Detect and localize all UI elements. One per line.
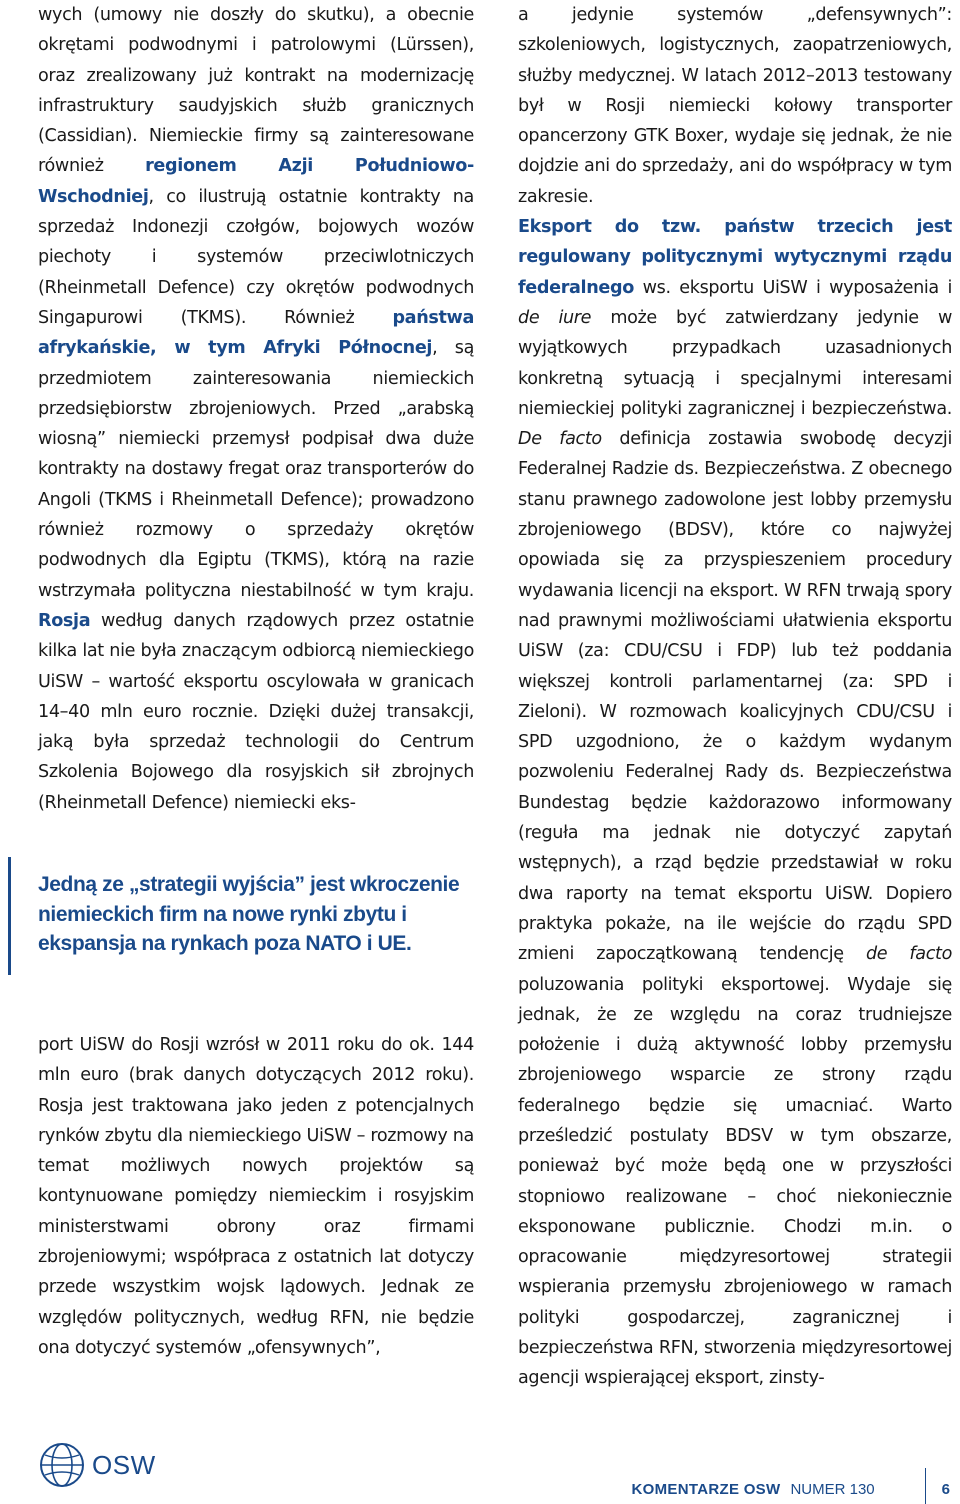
- paragraph-left-top: [38, 0, 474, 818]
- issue-number: NUMER 130: [790, 1481, 875, 1498]
- logo-text: OSW: [92, 1449, 156, 1480]
- footer-logo: [38, 1440, 156, 1490]
- left-column-bottom: [38, 1030, 474, 1363]
- italic-phrase: De facto: [518, 429, 602, 450]
- text-run: , są przedmiotem zainteresowania niemieckich przedsiębiorstw zbrojeniowych. Przed „arabską wiosną” niemiecki przemysł podpisał dwa duże kontrakty na dostawy fregat oraz transporterów do Angoli (TKMS i Rheinmetall Defence); prowadzono również rozmowy o sprzedaży okrętów podwodnych dla Egiptu (TKMS), którą na razie wstrzymała polityczna niestabilność w tym kraju.: [38, 338, 474, 601]
- text-run: poluzowania polityki eksportowej. Wydaje się jednak, że ze względu na coraz trudniejsze położenie i dużą aktywność lobby przemysłu zbrojeniowego wsparcie ze strony rządu federalnego będzie się umacniać. Warto prześledzić postulaty BDSV w tym obszarze, ponieważ być może będą one w przyszłości stopniowo realizowane – choć niekoniecznie eksponowane publicznie. Chodzi m.in. o opracowanie międzyresortowej strategii wspierania przemysłu zbrojeniowego w ramach polityki gospodarczej, zagranicznej i bezpieczeństwa RFN, stworzenia międzyresortowej agencji wspierającej eksport, zinsty-: [518, 974, 952, 1389]
- series-name: KOMENTARZE OSW: [631, 1481, 781, 1498]
- paragraph-right-2: [518, 212, 952, 1394]
- text-run: , co ilustrują ostatnie kontrakty na sprzedaż Indonezji czołgów, bojowych wozów piechoty i systemów przeciwlotniczych (Rheinmetall Defence) czy okrętów podwodnych Singapurowi (TKMS). Również: [38, 186, 474, 328]
- footer-right: [632, 1458, 950, 1498]
- text-run: może być zatwierdzany jedynie w wyjątkowych przypadkach uzasadnionych konkretną sytuacją i specjalnymi interesami niemieckiej polityki zagranicznej i bezpieczeństwa.: [518, 307, 952, 419]
- pull-quote-bar: [8, 857, 11, 975]
- right-column: [518, 0, 952, 1394]
- italic-phrase: de facto: [865, 944, 952, 965]
- italic-phrase: de iure: [518, 307, 592, 328]
- pull-quote: [38, 870, 478, 959]
- bold-phrase-export: Eksport do tzw. państw trzecich jest regulowany politycznymi wytycznymi rządu federalnego: [518, 217, 952, 298]
- text-run: definicja zostawia swobodę decyzji Federalnej Radzie ds. Bezpieczeństwa. Z obecnego stanu prawnego zadowolone jest lobby przemysłu zbrojeniowego (BDSV), które co najwyżej opowiada się za przyspieszeniem procedury wydawania licencji na eksport. W RFN trwają spory nad prawnymi możliwościami ułatwienia eksportu UiSW (za: CDU/CSU i FDP) lub też poddania większej kontroli parlamentarnej (za: SPD i Zieloni). W rozmowach koalicyjnych CDU/CSU i SPD uzgodniono, że o każdym wydanym pozwoleniu Federalnej Rady ds. Bezpieczeństwa Bundestag będzie każdorazowo informowany (reguła ma jednak nie dotyczyć zapytań wstępnych), a rząd będzie przedstawiał w roku dwa raporty na temat eksportu UiSW. Dopiero praktyka pokaże, na ile wejście do rządu SPD zmieni zapoczątkowaną tendencję: [518, 429, 952, 965]
- text-run: wych (umowy nie doszły do skutku), a obecnie okrętami podwodnymi i patrolowymi (Lürssen), oraz zrealizowany już kontrakt na modernizację infrastruktury saudyjskich służb granicznych (Cassidian). Niemieckie firmy są zainteresowane również: [38, 5, 474, 177]
- footer-divider: [925, 1468, 926, 1504]
- paragraph-right-1: a jedynie systemów „defensywnych”: szkoleniowych, logistycznych, zaopatrzeniowych, służby medycznej. W latach 2012–2013 testowany był w Rosji niemiecki kołowy transporter opancerzony GTK Boxer, wydaje się jednak, że nie dojdzie ani do sprzedaży, ani do współpracy w tym zakresie.: [518, 5, 952, 207]
- osw-globe-icon: [38, 1441, 86, 1489]
- paragraph-left-bottom: port UiSW do Rosji wzrósł w 2011 roku do ok. 144 mln euro (brak danych dotyczących 2012 roku). Rosja jest traktowana jako jeden z potencjalnych rynków zbytu dla niemieckiego UiSW – rozmowy na temat możliwych nowych projektów są kontynuowane pomiędzy niemieckim i rosyjskim ministerstwami obrony oraz firmami zbrojeniowymi; współpraca z ostatnich lat dotyczy przede wszystkim wojsk lądowych. Jednak ze względów politycznych, według RFN, nie będzie ona dotyczyć systemów „ofensywnych”,: [38, 1035, 474, 1358]
- pull-quote-text: Jedną ze „strategii wyjścia” jest wkroczenie niemieckich firm na nowe rynki zbytu i ekspansja na rynkach poza NATO i UE.: [38, 873, 460, 955]
- bold-phrase-asia: regionem Azji Południowo-Wschodniej: [38, 156, 474, 207]
- text-run: według danych rządowych przez ostatnie kilka lat nie była znaczącym odbiorcą niemieckiego UiSW – wartość eksportu oscylowała w granicach 14–40 mln euro rocznie. Dzięki dużej transakcji, jaką była sprzedaż technologii do Centrum Szkolenia Bojowego dla rosyjskich sił zbrojnych (Rheinmetall Defence) niemiecki eks-: [38, 610, 474, 813]
- bold-phrase-africa: państwa afrykańskie, w tym Afryki Północnej: [38, 307, 474, 359]
- left-column: [38, 0, 474, 818]
- text-run: ws. eksportu UiSW i wyposażenia i: [633, 277, 952, 298]
- page-number: 6: [941, 1481, 950, 1498]
- bold-phrase-russia: Rosja: [38, 610, 91, 631]
